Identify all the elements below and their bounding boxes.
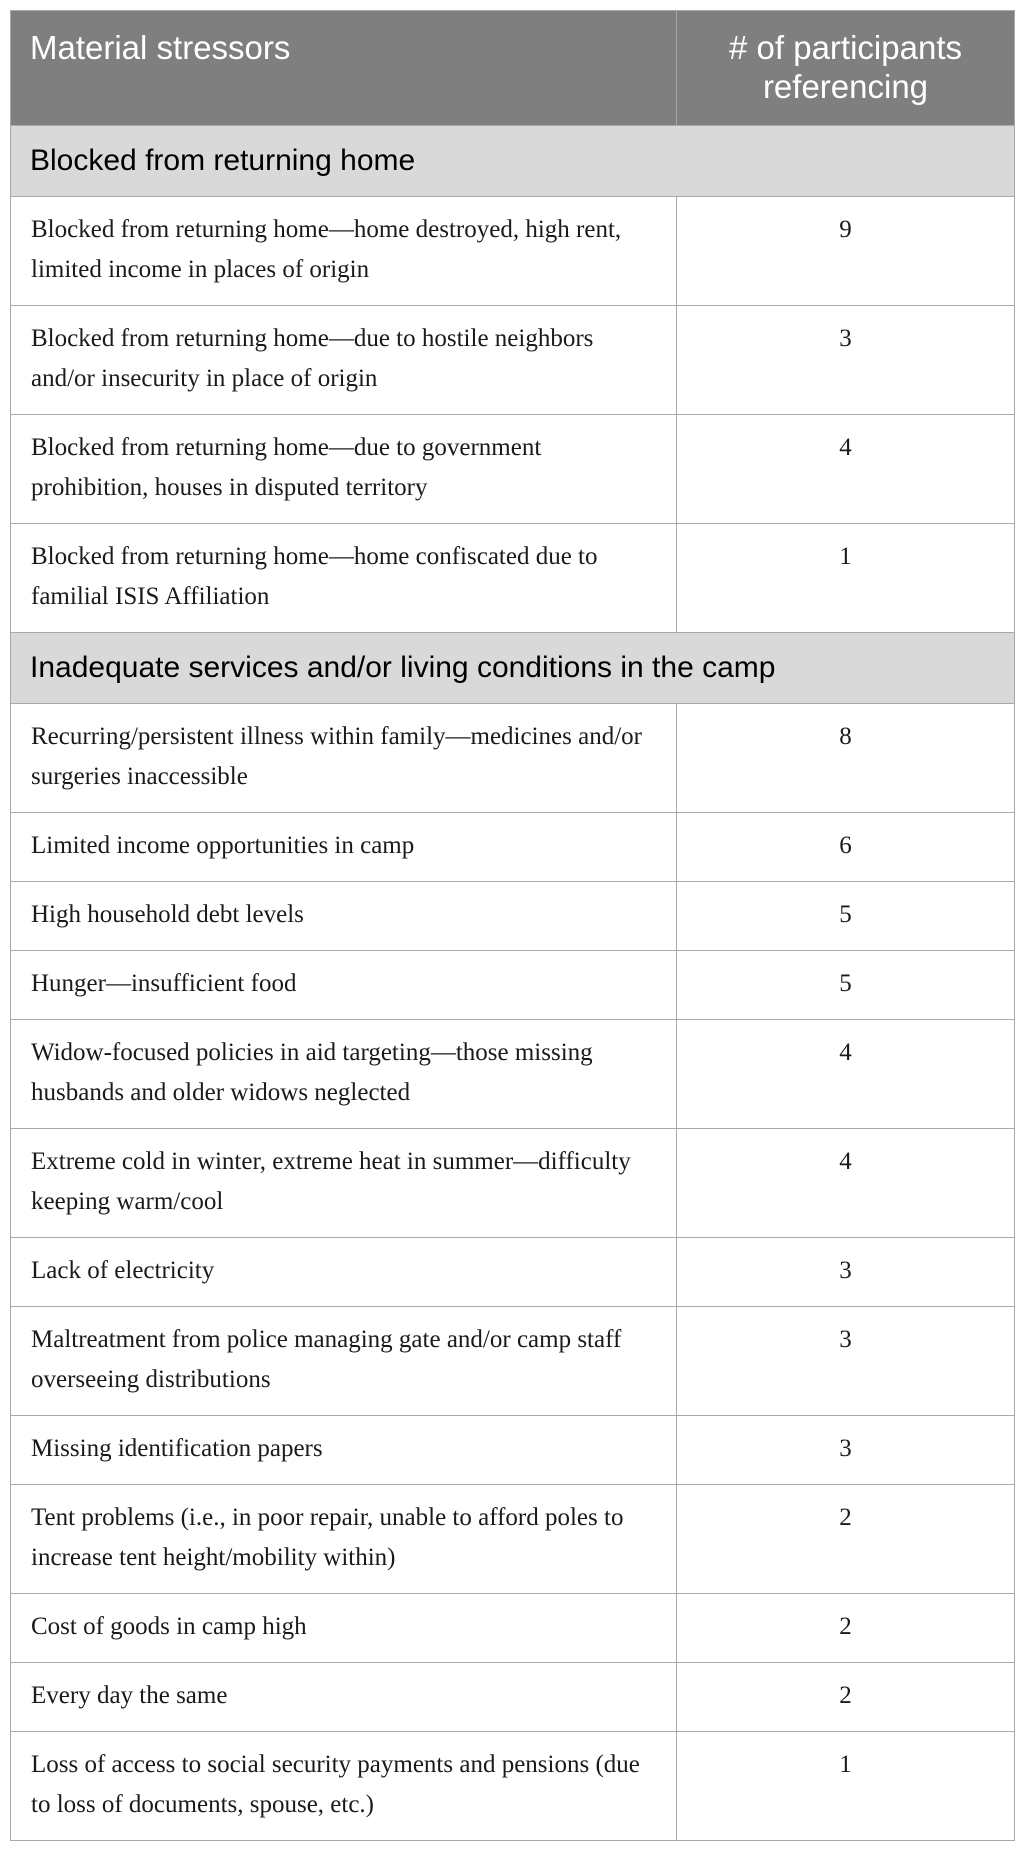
section-title: Inadequate services and/or living conditions in the camp [11, 633, 1015, 704]
stressors-table-container [10, 10, 1014, 1841]
stressor-cell: Blocked from returning home—due to government prohibition, houses in disputed territory [11, 415, 677, 524]
table-row [11, 1594, 1015, 1663]
stressor-cell: Widow-focused policies in aid targeting—those missing husbands and older widows neglected [11, 1020, 677, 1129]
table-row [11, 1485, 1015, 1594]
stressor-cell: High household debt levels [11, 882, 677, 951]
stressor-cell: Extreme cold in winter, extreme heat in summer—difficulty keeping warm/cool [11, 1129, 677, 1238]
count-cell: 2 [677, 1485, 1015, 1594]
table-row [11, 951, 1015, 1020]
stressor-cell: Lack of electricity [11, 1238, 677, 1307]
table-row [11, 882, 1015, 951]
count-cell: 3 [677, 306, 1015, 415]
header-material-stressors: Material stressors [11, 11, 677, 126]
stressors-table [10, 10, 1015, 1841]
table-row [11, 813, 1015, 882]
stressor-cell: Missing identification papers [11, 1416, 677, 1485]
section-header-row [11, 126, 1015, 197]
header-participants-referencing: # of participants referencing [677, 11, 1015, 126]
stressor-cell: Cost of goods in camp high [11, 1594, 677, 1663]
stressor-cell: Blocked from returning home—home destroyed, high rent, limited income in places of origin [11, 197, 677, 306]
stressor-cell: Hunger—insufficient food [11, 951, 677, 1020]
count-cell: 8 [677, 704, 1015, 813]
count-cell: 9 [677, 197, 1015, 306]
table-row [11, 704, 1015, 813]
header-row [11, 11, 1015, 126]
stressor-cell: Tent problems (i.e., in poor repair, unable to afford poles to increase tent height/mobility within) [11, 1485, 677, 1594]
section-title: Blocked from returning home [11, 126, 1015, 197]
count-cell: 4 [677, 1020, 1015, 1129]
table-row [11, 524, 1015, 633]
stressor-cell: Limited income opportunities in camp [11, 813, 677, 882]
stressor-cell: Blocked from returning home—due to hostile neighbors and/or insecurity in place of origin [11, 306, 677, 415]
stressor-cell: Every day the same [11, 1663, 677, 1732]
table-row [11, 1732, 1015, 1841]
table-row [11, 306, 1015, 415]
table-row [11, 197, 1015, 306]
count-cell: 2 [677, 1663, 1015, 1732]
table-row [11, 1416, 1015, 1485]
count-cell: 4 [677, 1129, 1015, 1238]
table-row [11, 1238, 1015, 1307]
stressor-cell: Recurring/persistent illness within family—medicines and/or surgeries inaccessible [11, 704, 677, 813]
count-cell: 3 [677, 1238, 1015, 1307]
table-row [11, 1020, 1015, 1129]
count-cell: 5 [677, 882, 1015, 951]
count-cell: 1 [677, 1732, 1015, 1841]
stressor-cell: Blocked from returning home—home confiscated due to familial ISIS Affiliation [11, 524, 677, 633]
section-header-row [11, 633, 1015, 704]
count-cell: 2 [677, 1594, 1015, 1663]
table-row [11, 1663, 1015, 1732]
count-cell: 3 [677, 1307, 1015, 1416]
stressor-cell: Loss of access to social security payments and pensions (due to loss of documents, spouse, etc.) [11, 1732, 677, 1841]
count-cell: 1 [677, 524, 1015, 633]
table-row [11, 1129, 1015, 1238]
table-row [11, 1307, 1015, 1416]
table-row [11, 415, 1015, 524]
count-cell: 4 [677, 415, 1015, 524]
stressor-cell: Maltreatment from police managing gate and/or camp staff overseeing distributions [11, 1307, 677, 1416]
count-cell: 6 [677, 813, 1015, 882]
count-cell: 3 [677, 1416, 1015, 1485]
count-cell: 5 [677, 951, 1015, 1020]
